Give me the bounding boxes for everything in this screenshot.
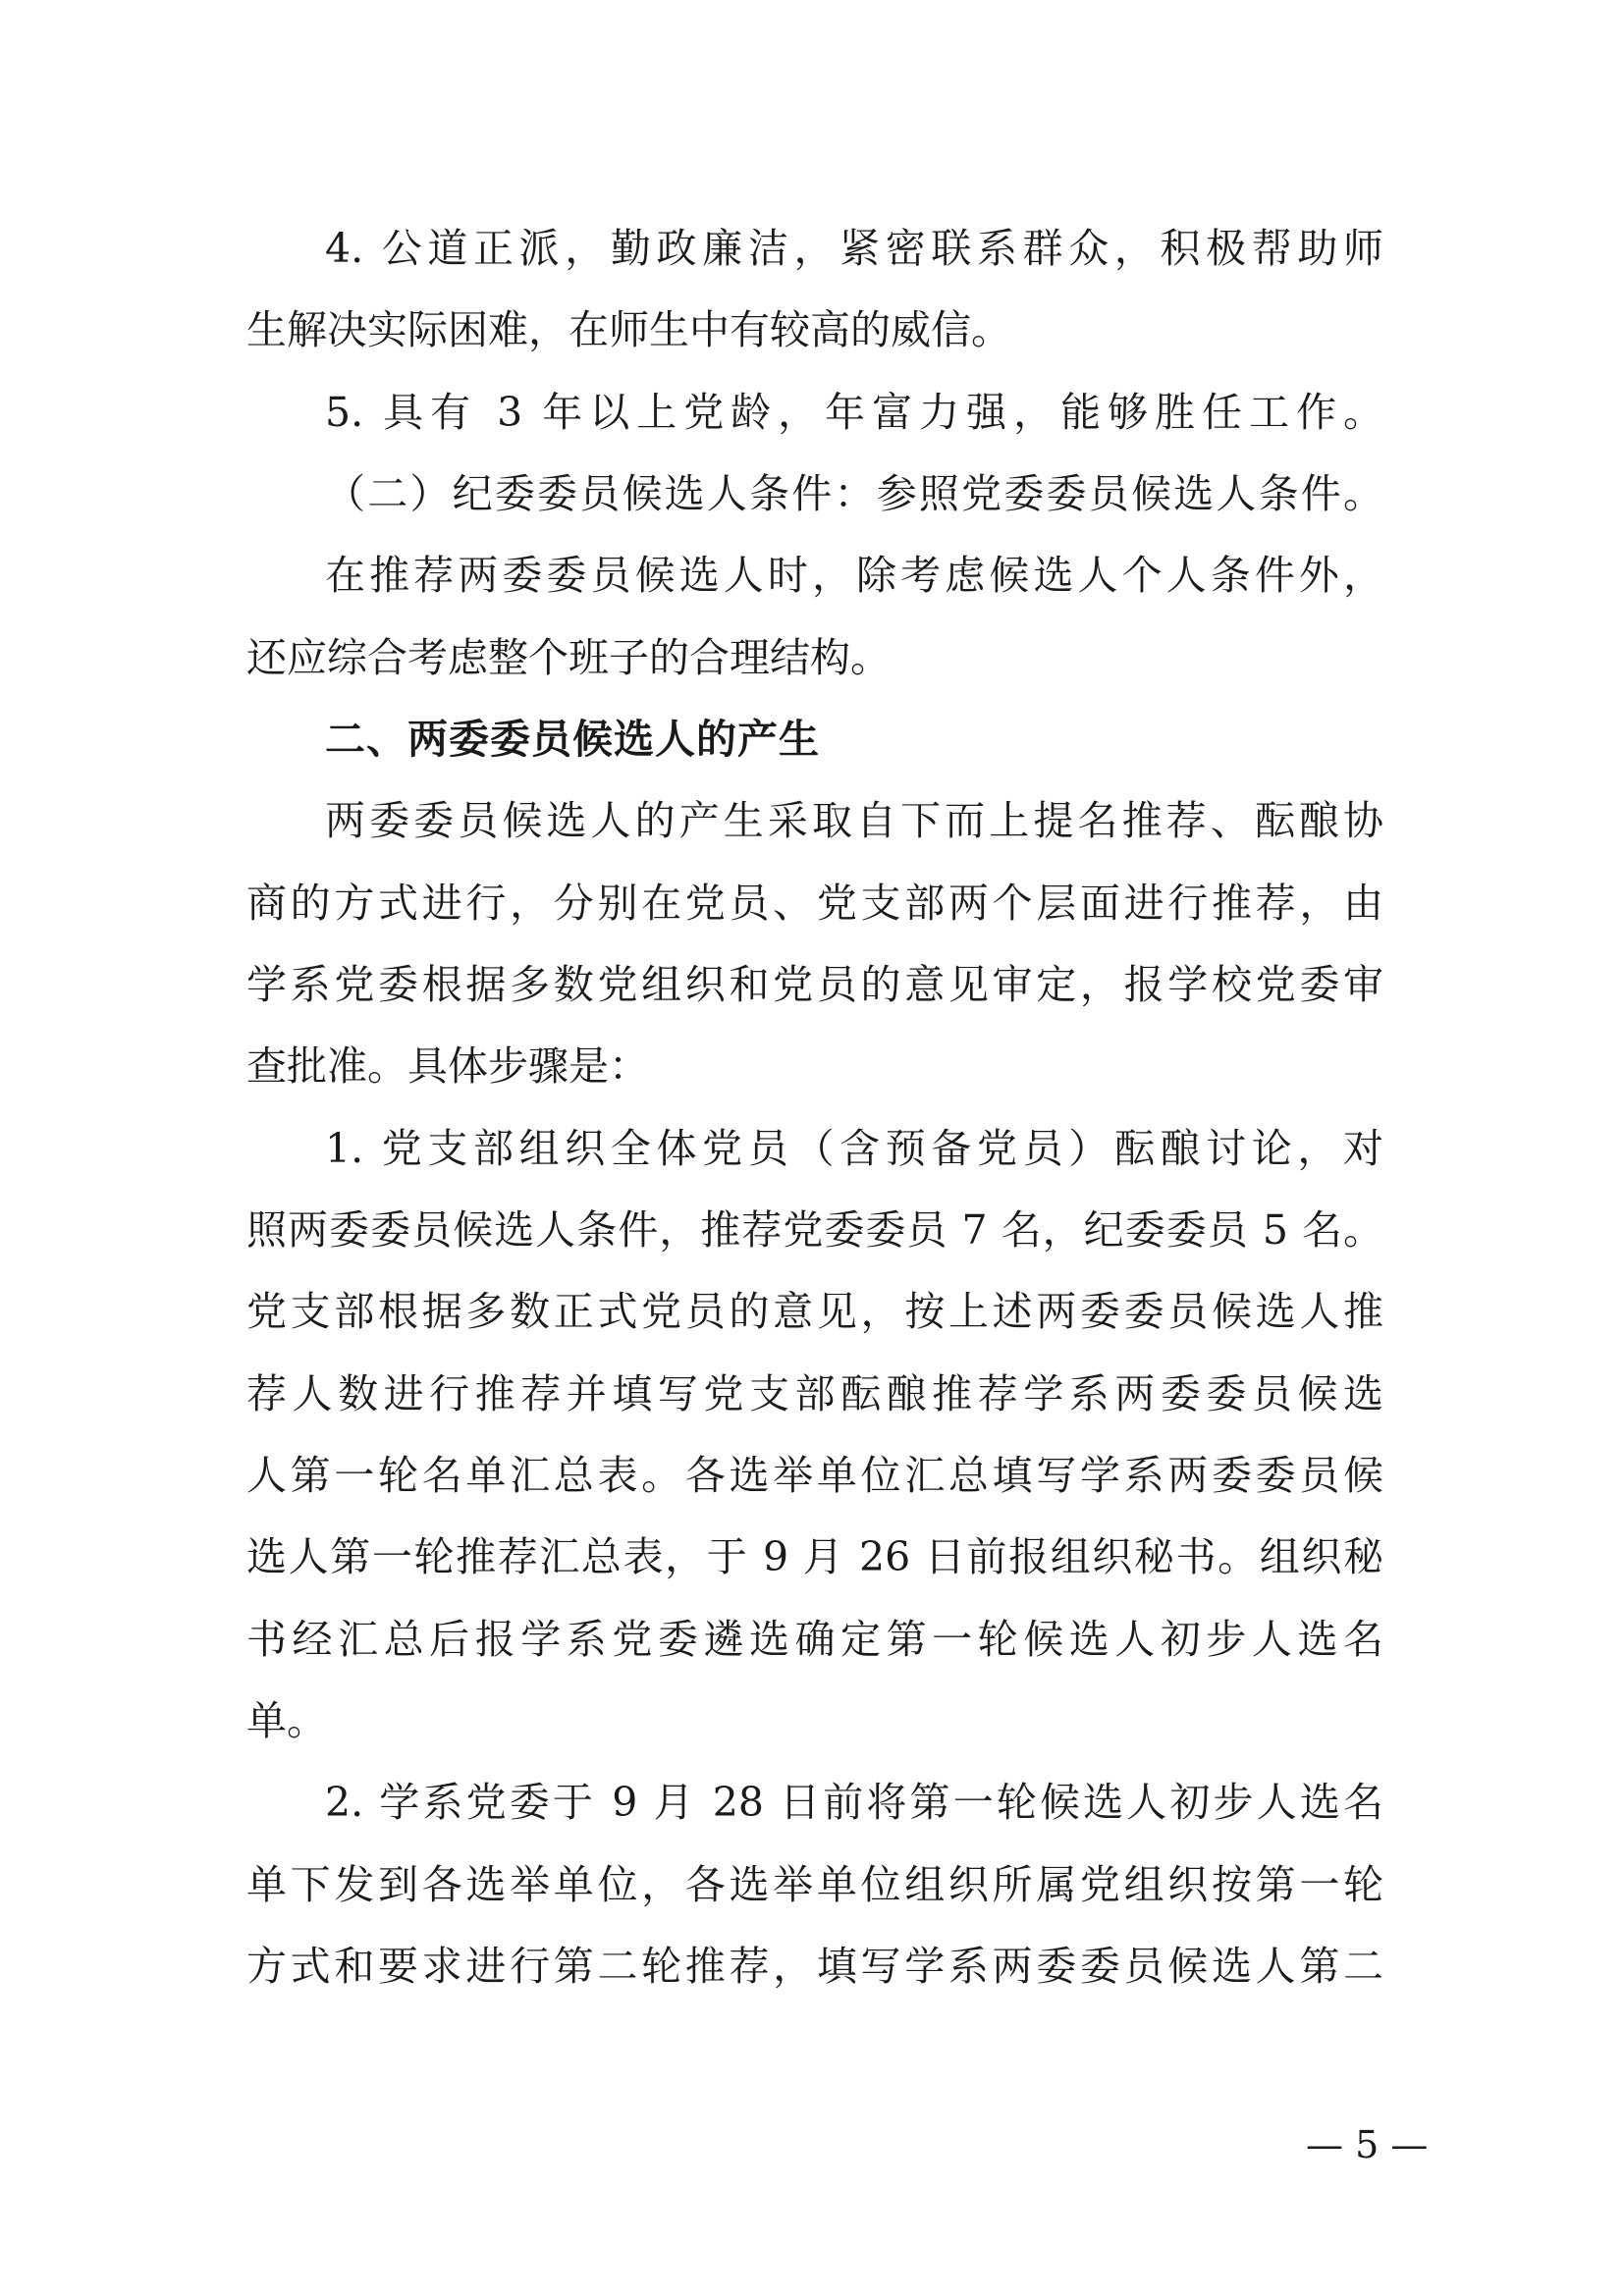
criterion-4-line-1: 4. 公道正派，勤政廉洁，紧密联系群众，积极帮助师 [325, 225, 1383, 272]
criterion-5-line: 5. 具有 3 年以上党龄，年富力强，能够胜任工作。 [325, 389, 1383, 436]
discipline-committee-criteria-line: （二）纪委委员候选人条件：参照党委委员候选人条件。 [325, 470, 1383, 517]
step-1-line-8: 单。 [246, 1697, 327, 1744]
section-heading-2: 二、两委委员候选人的产生 [325, 716, 820, 763]
step-1-line-7: 书经汇总后报学系党委遴选确定第一轮候选人初步人选名 [246, 1616, 1383, 1663]
page-number: — 5 — [1306, 2123, 1429, 2166]
step-1-line-3: 党支部根据多数正式党员的意见，按上述两委委员候选人推 [246, 1288, 1383, 1335]
step-1-line-6: 选人第一轮推荐汇总表，于 9 月 26 日前报组织秘书。组织秘 [246, 1533, 1383, 1580]
step-2-line-3: 方式和要求进行第二轮推荐，填写学系两委委员候选人第二 [246, 1943, 1383, 1990]
criterion-4-line-2: 生解决实际困难，在师生中有较高的威信。 [246, 306, 1011, 353]
step-1-line-1: 1. 党支部组织全体党员（含预备党员）酝酿讨论，对 [325, 1125, 1383, 1172]
step-1-line-5: 人第一轮名单汇总表。各选举单位汇总填写学系两委委员候 [246, 1452, 1383, 1499]
step-2-line-2: 单下发到各选举单位，各选举单位组织所属党组织按第一轮 [246, 1861, 1383, 1908]
step-1-line-4: 荐人数进行推荐并填写党支部酝酿推荐学系两委委员候选 [246, 1370, 1383, 1417]
step-1-line-2: 照两委委员候选人条件，推荐党委委员 7 名，纪委委员 5 名。 [246, 1206, 1383, 1254]
step-2-line-1: 2. 学系党委于 9 月 28 日前将第一轮候选人初步人选名 [325, 1779, 1383, 1826]
section-2-para-line-4: 查批准。具体步骤是： [246, 1042, 649, 1090]
structure-note-line-2: 还应综合考虑整个班子的合理结构。 [246, 634, 891, 681]
section-2-para-line-1: 两委委员候选人的产生采取自下而上提名推荐、酝酿协 [325, 797, 1383, 844]
section-2-para-line-3: 学系党委根据多数党组织和党员的意见审定，报学校党委审 [246, 961, 1383, 1008]
section-2-para-line-2: 商的方式进行，分别在党员、党支部两个层面进行推荐，由 [246, 880, 1383, 927]
structure-note-line-1: 在推荐两委委员候选人时，除考虑候选人个人条件外， [325, 552, 1383, 599]
